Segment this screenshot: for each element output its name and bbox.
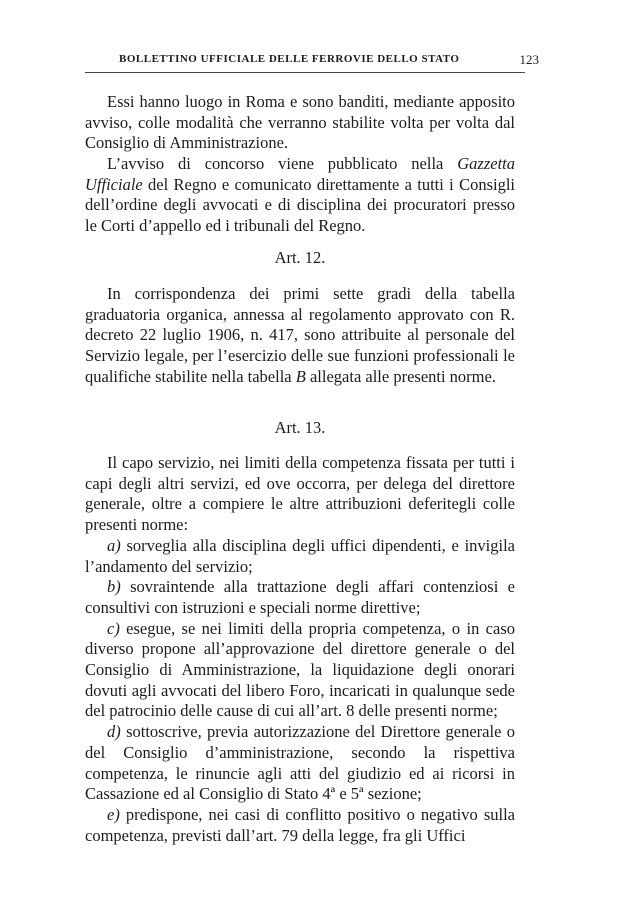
page-number: 123: [519, 52, 539, 67]
item-text: sorveglia alla disciplina degli uffici dipendenti, e invigila l’andamento del servizio;: [85, 535, 515, 576]
header-title: BOLLETTINO UFFICIALE DELLE FERROVIE DELLO STATO: [119, 53, 460, 65]
item-label: d): [107, 722, 121, 742]
paragraph-2-after: del Regno e comunicato direttamente a tutti i Consigli dell’ordine degli avvocati e di disciplina dei procuratori presso le Corti d’appello ed i tribunali del Regno.: [85, 174, 515, 236]
item-label: a): [107, 535, 121, 555]
art-12-heading: Art. 12.: [274, 248, 326, 267]
gazzetta-ufficiale-title: Gazzetta Ufficiale: [85, 154, 515, 194]
art-13-heading: Art. 13.: [274, 418, 326, 437]
running-header: [119, 53, 539, 69]
item-text: predispone, nei casi di conflitto positivo o negativo sulla competenza, previsti dall’art. 79 della legge, fra gli Uffici: [85, 804, 515, 845]
list-item: [85, 536, 515, 577]
art-12-body: [85, 284, 515, 388]
art-12-after: allegata alle presenti norme.: [305, 366, 496, 386]
art-12-before: In corrispondenza dei primi sette gradi della tabella graduatoria organica, annessa al regolamento approvato con R. decreto 22 luglio 1906, n. 417, sono attribuite al personale del Servizio legale, per l’esercizio delle sue funzioni professionali le qualifiche stabilite nella tabella: [85, 284, 515, 386]
item-label: c): [107, 618, 120, 638]
paragraph-2: [85, 154, 515, 237]
header-rule: [85, 72, 525, 73]
art-13-body: [85, 453, 515, 846]
item-text: sottoscrive, previa autorizzazione del Direttore generale o del Consiglio d’amministrazione, secondo la rispettiva competenza, le rinuncie agli atti del giudizio ed ai ricorsi in Cassazione ed al Consiglio di Stato 4ª e 5ª sezione;: [85, 722, 515, 804]
item-text: sovraintende alla trattazione degli affari contenziosi e consultivi con istruzioni e speciali norme direttive;: [85, 577, 515, 617]
list-item: [85, 805, 515, 846]
list-item: [85, 577, 515, 618]
item-text: esegue, se nei limiti della propria competenza, o in caso diverso propone all’approvazione del direttore generale o del Consiglio di Amministrazione, la liquidazione degli onorari dovuti agli avvocati del libero Foro, incaricati in qualunque sede del patrocinio delle cause di cui all’art. 8 delle presenti norme;: [85, 618, 515, 721]
paragraph-2-before: L’avviso di concorso viene pubblicato nella: [107, 154, 458, 173]
item-label: e): [107, 804, 120, 824]
paragraph-1-text: Essi hanno luogo in Roma e sono banditi, mediante apposito avviso, colle modalità che verranno stabilite volta per volta dal Consiglio di Amministrazione.: [85, 92, 515, 153]
list-item: [85, 722, 515, 805]
tabella-label: B: [295, 366, 306, 386]
paragraph-1: [85, 92, 515, 154]
list-item: [85, 619, 515, 723]
item-label: b): [107, 577, 121, 597]
art-13-intro: Il capo servizio, nei limiti della competenza fissata per tutti i capi degli altri servizi, ed ove occorra, per delega del direttore generale, oltre a compiere le altre attribuzioni deferitegli colle presenti norme:: [85, 453, 515, 535]
